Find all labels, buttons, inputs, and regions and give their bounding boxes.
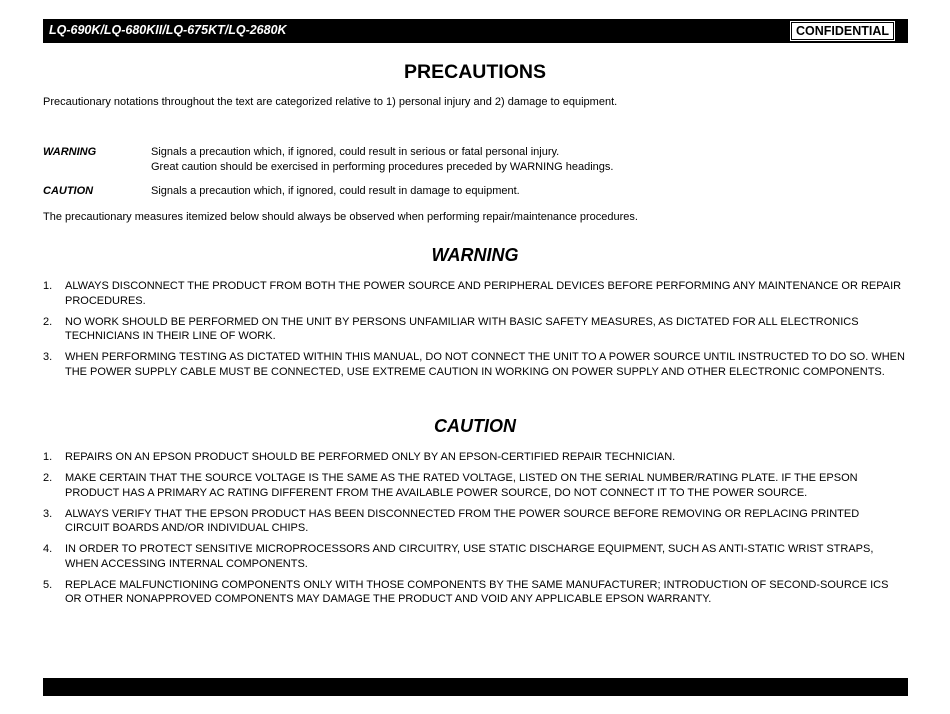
item-text: REPLACE MALFUNCTIONING COMPONENTS ONLY WITH THOSE COMPONENTS BY THE SAME MANUFACTURER; INTRODUCTION OF SECOND-SOURCE ICS OR OTHER NONAPPROVED COMPONENTS MAY DAMAGE THE PRODUCT AND VOID ANY APPLICABLE EPSON WARRANTY. bbox=[65, 578, 889, 605]
definition-line: Signals a precaution which, if ignored, could result in serious or fatal personal injury. bbox=[151, 146, 560, 158]
definition-desc-warning bbox=[151, 145, 613, 174]
item-number: 5. bbox=[43, 578, 53, 591]
caution-list bbox=[43, 450, 905, 613]
definition-desc-caution bbox=[151, 184, 520, 199]
item-number: 4. bbox=[43, 543, 53, 555]
list-item bbox=[43, 471, 905, 500]
list-item bbox=[43, 450, 905, 465]
item-text: NO WORK SHOULD BE PERFORMED ON THE UNIT BY PERSONS UNFAMILIAR WITH BASIC SAFETY MEASURES, AS DICTATED FOR ALL ELECTRONICS TECHNICIANS IN THEIR LINE OF WORK. bbox=[65, 315, 859, 342]
caution-heading: CAUTION bbox=[434, 416, 516, 436]
item-number: 2. bbox=[43, 315, 53, 328]
intro-paragraph: Precautionary notations throughout the text are categorized relative to 1) personal injury and 2) damage to equipment. bbox=[43, 96, 618, 108]
warning-heading: WARNING bbox=[431, 245, 519, 265]
list-item bbox=[43, 542, 905, 571]
confidential-badge: CONFIDENTIAL bbox=[791, 22, 894, 40]
item-number: 2. bbox=[43, 472, 53, 484]
item-text: MAKE CERTAIN THAT THE SOURCE VOLTAGE IS THE SAME AS THE RATED VOLTAGE, LISTED ON THE SERIAL NUMBER/RATING PLATE. IF THE EPSON PRODUCT HAS A PRIMARY AC RATING DIFFERENT FROM THE AVAILABLE POWER SOURCE, DO NOT CONNECT IT TO THE POWER SOURCE. bbox=[65, 472, 858, 499]
header-bar bbox=[43, 19, 908, 43]
item-text: REPAIRS ON AN EPSON PRODUCT SHOULD BE PERFORMED ONLY BY AN EPSON-CERTIFIED REPAIR TECHNICIAN. bbox=[65, 451, 676, 463]
observe-note: The precautionary measures itemized below should always be observed when performing repair/maintenance procedures. bbox=[43, 211, 638, 223]
definition-line: Great caution should be exercised in performing procedures preceded by WARNING headings. bbox=[151, 160, 614, 173]
list-item bbox=[43, 315, 905, 344]
item-text: ALWAYS DISCONNECT THE PRODUCT FROM BOTH THE POWER SOURCE AND PERIPHERAL DEVICES BEFORE PERFORMING ANY MAINTENANCE OR REPAIR PROCEDURES. bbox=[65, 280, 902, 307]
item-number: 3. bbox=[43, 507, 53, 520]
definition-line: Signals a precaution which, if ignored, could result in damage to equipment. bbox=[151, 185, 520, 197]
item-number: 3. bbox=[43, 351, 53, 363]
footer-bar bbox=[43, 678, 908, 696]
list-item bbox=[43, 350, 905, 379]
list-item bbox=[43, 578, 905, 607]
definition-term-caution: CAUTION bbox=[43, 185, 94, 197]
definition-term-warning: WARNING bbox=[43, 146, 97, 158]
page-title: PRECAUTIONS bbox=[404, 61, 546, 83]
list-item bbox=[43, 507, 905, 536]
item-text: ALWAYS VERIFY THAT THE EPSON PRODUCT HAS BEEN DISCONNECTED FROM THE POWER SOURCE BEFORE REMOVING OR REPLACING PRINTED CIRCUIT BOARDS AND/OR INDIVIDUAL CHIPS. bbox=[65, 507, 860, 534]
warning-list bbox=[43, 279, 905, 386]
item-text: IN ORDER TO PROTECT SENSITIVE MICROPROCESSORS AND CIRCUITRY, USE STATIC DISCHARGE EQUIPMENT, SUCH AS ANTI-STATIC WRIST STRAPS, WHEN ACCESSING INTERNAL COMPONENTS. bbox=[65, 543, 874, 570]
item-number: 1. bbox=[43, 280, 53, 292]
item-text: WHEN PERFORMING TESTING AS DICTATED WITHIN THIS MANUAL, DO NOT CONNECT THE UNIT TO A POWER SOURCE UNTIL INSTRUCTED TO DO SO. WHEN THE POWER SUPPLY CABLE MUST BE CONNECTED, USE EXTREME CAUTION IN WORKING ON POWER SUPPLY AND OTHER ELECTRONIC COMPONENTS. bbox=[65, 351, 905, 378]
model-title: LQ-690K/LQ-680KII/LQ-675KT/LQ-2680K bbox=[49, 23, 287, 37]
item-number: 1. bbox=[43, 451, 53, 463]
list-item bbox=[43, 279, 905, 308]
